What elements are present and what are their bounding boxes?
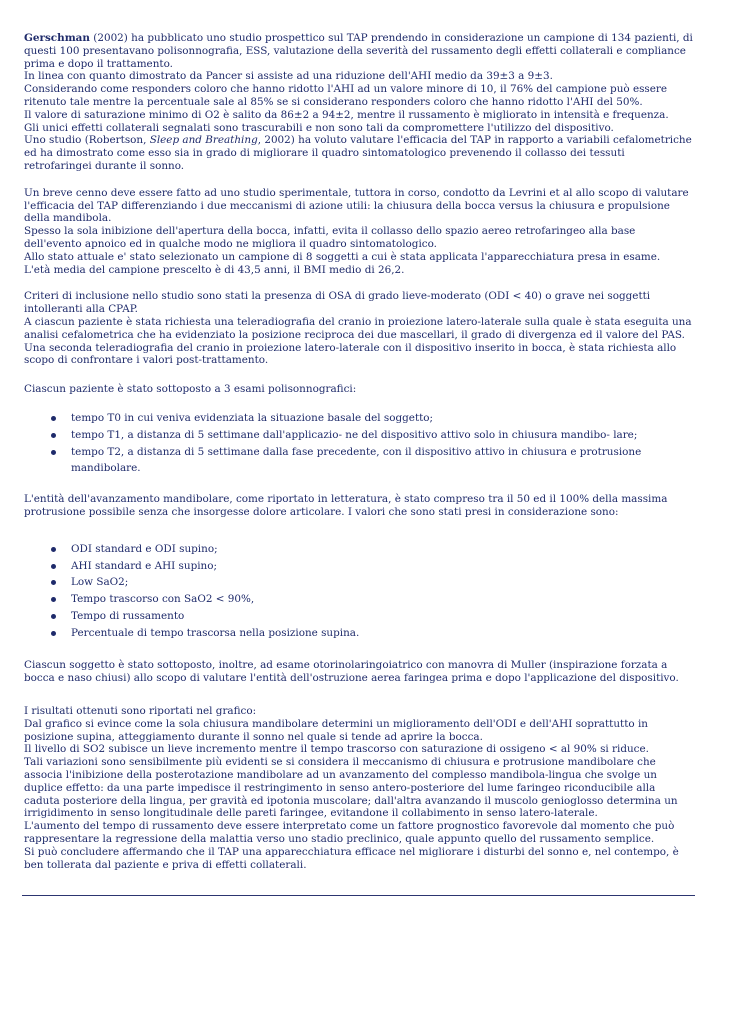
list-item-text: Tempo di russamento [71,609,185,622]
text-line: L'aumento del tempo di russamento deve essere interpretato come un fattore prognostico favorevole dal momento che può rappresentare la regressione della malattia verso uno stadio preclinico, quale appunto quello del russamento semplice. [24,820,675,846]
list-item [24,541,694,558]
text-line [24,32,694,70]
text-line: Tali variazioni sono sensibilmente più evidenti se si considera il meccanismo di chiusura e protrusione mandibolare che associa l'inibizione della posterotazione mandibolare ad un avanzamento del complesso mandibola-lingua che svolge un duplice effetto: da una parte impedisce il restringimento in senso antero-posteriore del lume faringeo riconducibile alla caduta posteriore della lingua, per gravità ed ipotonia muscolare; dall'altra avanzando il muscolo genioglosso determina un irrigidimento in senso longitudinale delle pareti faringee, evitandone il collabimento in senso latero-laterale. [24,756,678,820]
text-line: Un breve cenno deve essere fatto ad uno studio sperimentale, tuttora in corso, condotto da Levrini et al allo scopo di valutare l'efficacia del TAP differenziando i due meccanismi di azione utili: la chiusura della bocca versus la chiusura e propulsione della mandibola. [24,186,689,225]
text-line [24,134,694,172]
bullet-icon [51,564,56,569]
text-line: A ciascun paziente è stata richiesta una teleradiografia del cranio in proiezione latero-laterale sulla quale è stata eseguita una analisi cefalometrica che ha evidenziato la posizione reciproca dei due mascellari, il grado di divergenza ed il valore del PAS. [24,315,692,341]
text-line: Allo stato attuale e' stato selezionato un campione di 8 soggetti a cui è stata applicata l'apparecchiatura presa in esame. [24,250,661,263]
text-span: (2002) ha pubblicato uno studio prospettico sul TAP prendendo in considerazione un campione di 134 pazienti, di questi 100 presentavano polisonnografia, ESS, valutazione della severità del russamento degli effetti collaterali e compliance prima e dopo il trattamento. [24,32,693,70]
text-line: I risultati ottenuti sono riportati nel grafico: [24,705,257,718]
bullet-icon [51,580,56,585]
bullet-icon [51,547,56,552]
list-item [24,410,694,427]
list-item-text: Percentuale di tempo trascorsa nella posizione supina. [71,626,360,639]
text-line: Il livello di SO2 subisce un lieve incremento mentre il tempo trascorso con saturazione di ossigeno < al 90% si riduce. [24,743,649,756]
bullet-icon [51,433,56,438]
text-span: , 2002) ha voluto valutare l'efficacia del TAP in rapporto a variabili cefalometriche ed ha dimostrato come esso sia in grado di migliorare il quadro sintomatologico prevenendo il collasso dei tessuti retrofaringei durante il sonno. [24,134,692,172]
bullet-icon [51,416,56,421]
text-line: Spesso la sola inibizione dell'apertura della bocca, infatti, evita il collasso dello spazio aereo retrofaringeo alla base dell'evento apnoico ed in qualche modo ne migliora il quadro sintomatologico. [24,225,636,250]
paragraph-advancement: L'entità dell'avanzamento mandibolare, come riportato in letteratura, è stato compreso tra il 50 ed il 100% della massima protrusione possibile senza che insorgesse dolore articolare. I valori che sono stati presi in considerazione sono: [24,493,668,518]
paragraph-results [24,705,694,871]
text-line: Criteri di inclusione nello studio sono stati la presenza di OSA di grado lieve-moderato (ODI < 40) o grave nei soggetti intolleranti alla CPAP. [24,290,651,316]
text-span: Uno studio (Robertson, [24,134,150,147]
list-item [24,574,694,591]
list-item-text: tempo T2, a distanza di 5 settimane dalla fase precedente, con il dispositivo attivo in chiusura e protrusione mandibolare. [71,445,642,475]
bullet-icon [51,450,56,455]
text-line: Dal grafico si evince come la sola chiusura mandibolare determini un miglioramento dell'ODI e dell'AHI soprattutto in posizione supina, atteggiamento durante il sonno nel quale si tende ad aprire la bocca. [24,717,648,743]
paragraph-exams-intro: Ciascun paziente è stato sottoposto a 3 esami polisonnografici: [24,383,357,396]
list-item-text: Low SaO2; [71,576,129,589]
footer-divider [22,895,695,896]
list-item [24,444,694,478]
list-item-text: Tempo trascorso con SaO2 < 90%, [71,593,255,606]
list-item-text: tempo T0 in cui veniva evidenziata la situazione basale del soggetto; [71,411,434,424]
parameters-list [24,541,694,642]
text-line: In linea con quanto dimostrato da Pancer si assiste ad una riduzione dell'AHI medio da 39±3 a 9±3. [24,70,553,83]
document-body [24,32,694,871]
text-line: Considerando come responders coloro che hanno ridotto l'AHI ad un valore minore di 10, il 76% del campione può essere ritenuto tale mentre la percentuale sale al 85% se si considerano responders coloro che hanno ridotto l'AHI del 50%. [24,83,668,108]
bullet-icon [51,614,56,619]
paragraph-gerschman [24,32,694,173]
list-item-text: tempo T1, a distanza di 5 settimane dall'applicazio- ne del dispositivo attivo solo in chiusura mandibo- lare; [71,428,638,441]
bullet-icon [51,597,56,602]
text-line: Una seconda teleradiografia del cranio in proiezione latero-laterale con il dispositivo inserito in bocca, è stata richiesta allo scopo di confrontare i valori post-trattamento. [24,341,677,367]
journal-title: Sleep and Breathing [149,134,258,147]
text-line: Gli unici effetti collaterali segnalati sono trascurabili e non sono tali da compromettere l'utilizzo del dispositivo. [24,121,614,134]
paragraph-inclusion-criteria [24,290,694,367]
list-item [24,608,694,625]
list-item [24,625,694,642]
text-line: Il valore di saturazione minimo di O2 è salito da 86±2 a 94±2, mentre il russamento è migliorato in intensità e frequenza. [24,108,669,121]
list-item [24,427,694,444]
list-item [24,591,694,608]
list-item-text: ODI standard e ODI supino; [71,542,218,555]
text-line: L'età media del campione prescelto è di 43,5 anni, il BMI medio di 26,2. [24,263,405,276]
bullet-icon [51,631,56,636]
author-name: Gerschman [24,32,90,44]
list-item-text: AHI standard e AHI supino; [71,559,218,572]
list-item [24,558,694,575]
exam-list [24,410,694,477]
paragraph-levrini [24,187,694,277]
text-line: Si può concludere affermando che il TAP una apparecchiatura efficace nel migliorare i disturbi del sonno e, nel contempo, è ben tollerata dal paziente e priva di effetti collaterali. [24,845,679,871]
paragraph-muller: Ciascun soggetto è stato sottoposto, inoltre, ad esame otorinolaringoiatrico con manovra di Muller (inspirazione forzata a bocca e naso chiusi) allo scopo di valutare l'entità dell'ostruzione aerea faringea prima e dopo l'applicazione del dispositivo. [24,659,679,685]
